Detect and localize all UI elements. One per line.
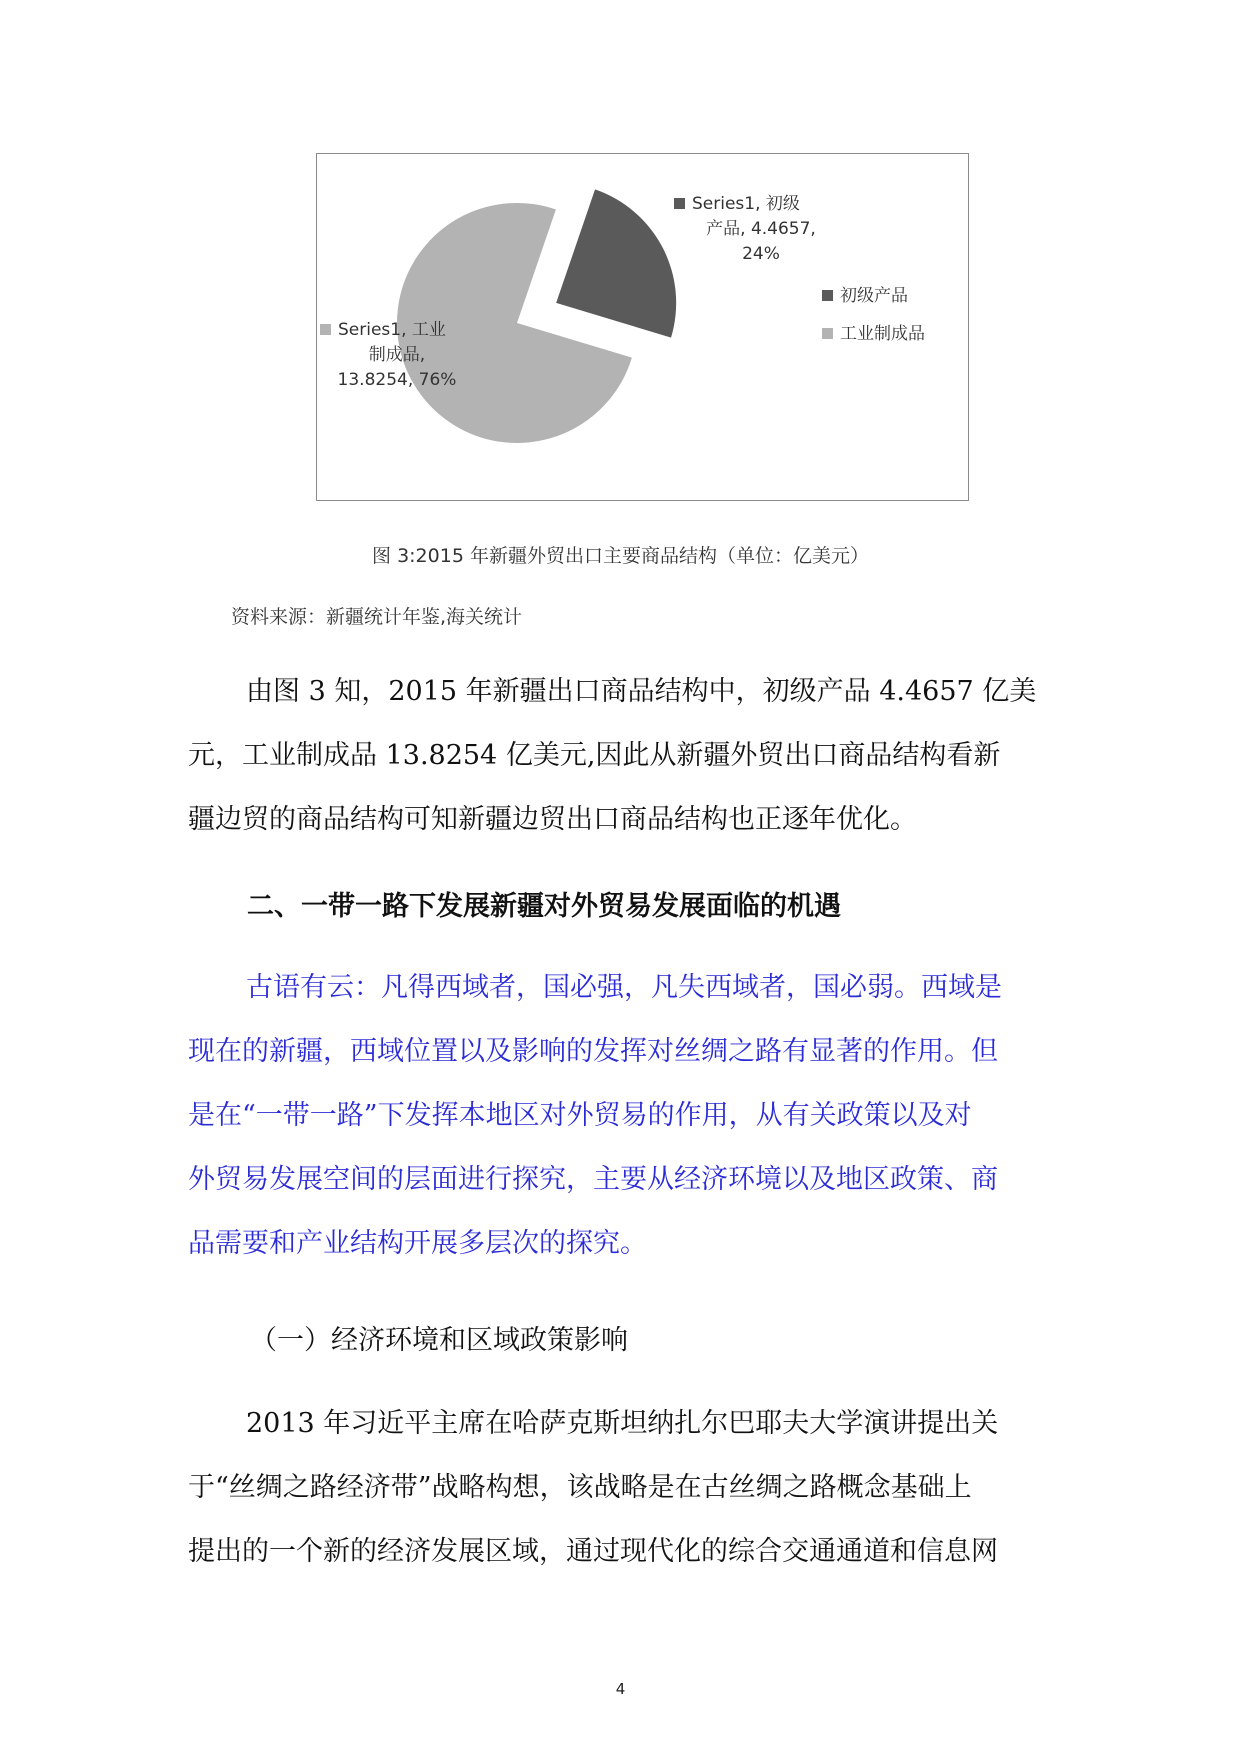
paragraph-economic-environment <box>188 1392 1048 1584</box>
legend-label-manufactured: 工业制成品 <box>840 324 925 344</box>
data-label-manufactured-line2: 制成品, <box>368 345 426 365</box>
paragraph-line: 元，工业制成品 13.8254 亿美元,因此从新疆外贸出口商品结构看新 <box>188 740 1001 771</box>
paragraph-line: 现在的新疆，西域位置以及影响的发挥对丝绸之路有显著的作用。但 <box>188 1036 998 1067</box>
chart-legend <box>822 286 925 344</box>
paragraph-line: 于“丝绸之路经济带”战略构想，该战略是在古丝绸之路概念基础上 <box>188 1472 972 1503</box>
data-label-manufactured-swatch <box>320 324 331 335</box>
paragraph-line: 2013 年习近平主席在哈萨克斯坦纳扎尔巴耶夫大学演讲提出关 <box>246 1408 999 1439</box>
legend-label-primary: 初级产品 <box>840 286 908 306</box>
legend-swatch-primary <box>822 290 833 301</box>
paragraph-line: 是在“一带一路”下发挥本地区对外贸易的作用，从有关政策以及对 <box>188 1100 972 1131</box>
data-label-primary-line2: 产品, 4.4657, <box>706 219 816 239</box>
pie-slice-primary <box>556 189 676 337</box>
subsection-heading: （一）经济环境和区域政策影响 <box>250 1325 628 1356</box>
pie-chart <box>316 153 969 501</box>
paragraph-line: 提出的一个新的经济发展区域，通过现代化的综合交通通道和信息网 <box>188 1536 998 1567</box>
data-label-manufactured-line1: Series1, 工业 <box>338 320 446 340</box>
data-label-manufactured-line3: 13.8254, 76% <box>337 370 457 390</box>
paragraph-opportunity <box>188 956 1048 1276</box>
paragraph-line: 古语有云：凡得西域者，国必强，凡失西域者，国必弱。西域是 <box>246 972 1002 1003</box>
paragraph-line: 外贸易发展空间的层面进行探究，主要从经济环境以及地区政策、商 <box>188 1164 998 1195</box>
paragraph-line: 品需要和产业结构开展多层次的探究。 <box>188 1228 647 1259</box>
page-number: 4 <box>615 1680 626 1698</box>
data-label-primary-line1: Series1, 初级 <box>692 194 800 214</box>
pie-chart-svg <box>317 154 970 502</box>
section-heading: 二、一带一路下发展新疆对外贸易发展面临的机遇 <box>247 891 841 922</box>
data-label-primary <box>674 194 816 264</box>
figure-caption: 图 3:2015 年新疆外贸出口主要商品结构（单位：亿美元） <box>372 545 869 567</box>
data-label-primary-line3: 24% <box>742 244 780 264</box>
paragraph-line: 由图 3 知，2015 年新疆出口商品结构中，初级产品 4.4657 亿美 <box>246 676 1037 707</box>
paragraph-chart-analysis <box>188 660 1048 852</box>
legend-swatch-manufactured <box>822 328 833 339</box>
figure-source: 资料来源：新疆统计年鉴,海关统计 <box>231 606 523 628</box>
data-label-primary-swatch <box>674 198 685 209</box>
paragraph-line: 疆边贸的商品结构可知新疆边贸出口商品结构也正逐年优化。 <box>188 804 917 835</box>
